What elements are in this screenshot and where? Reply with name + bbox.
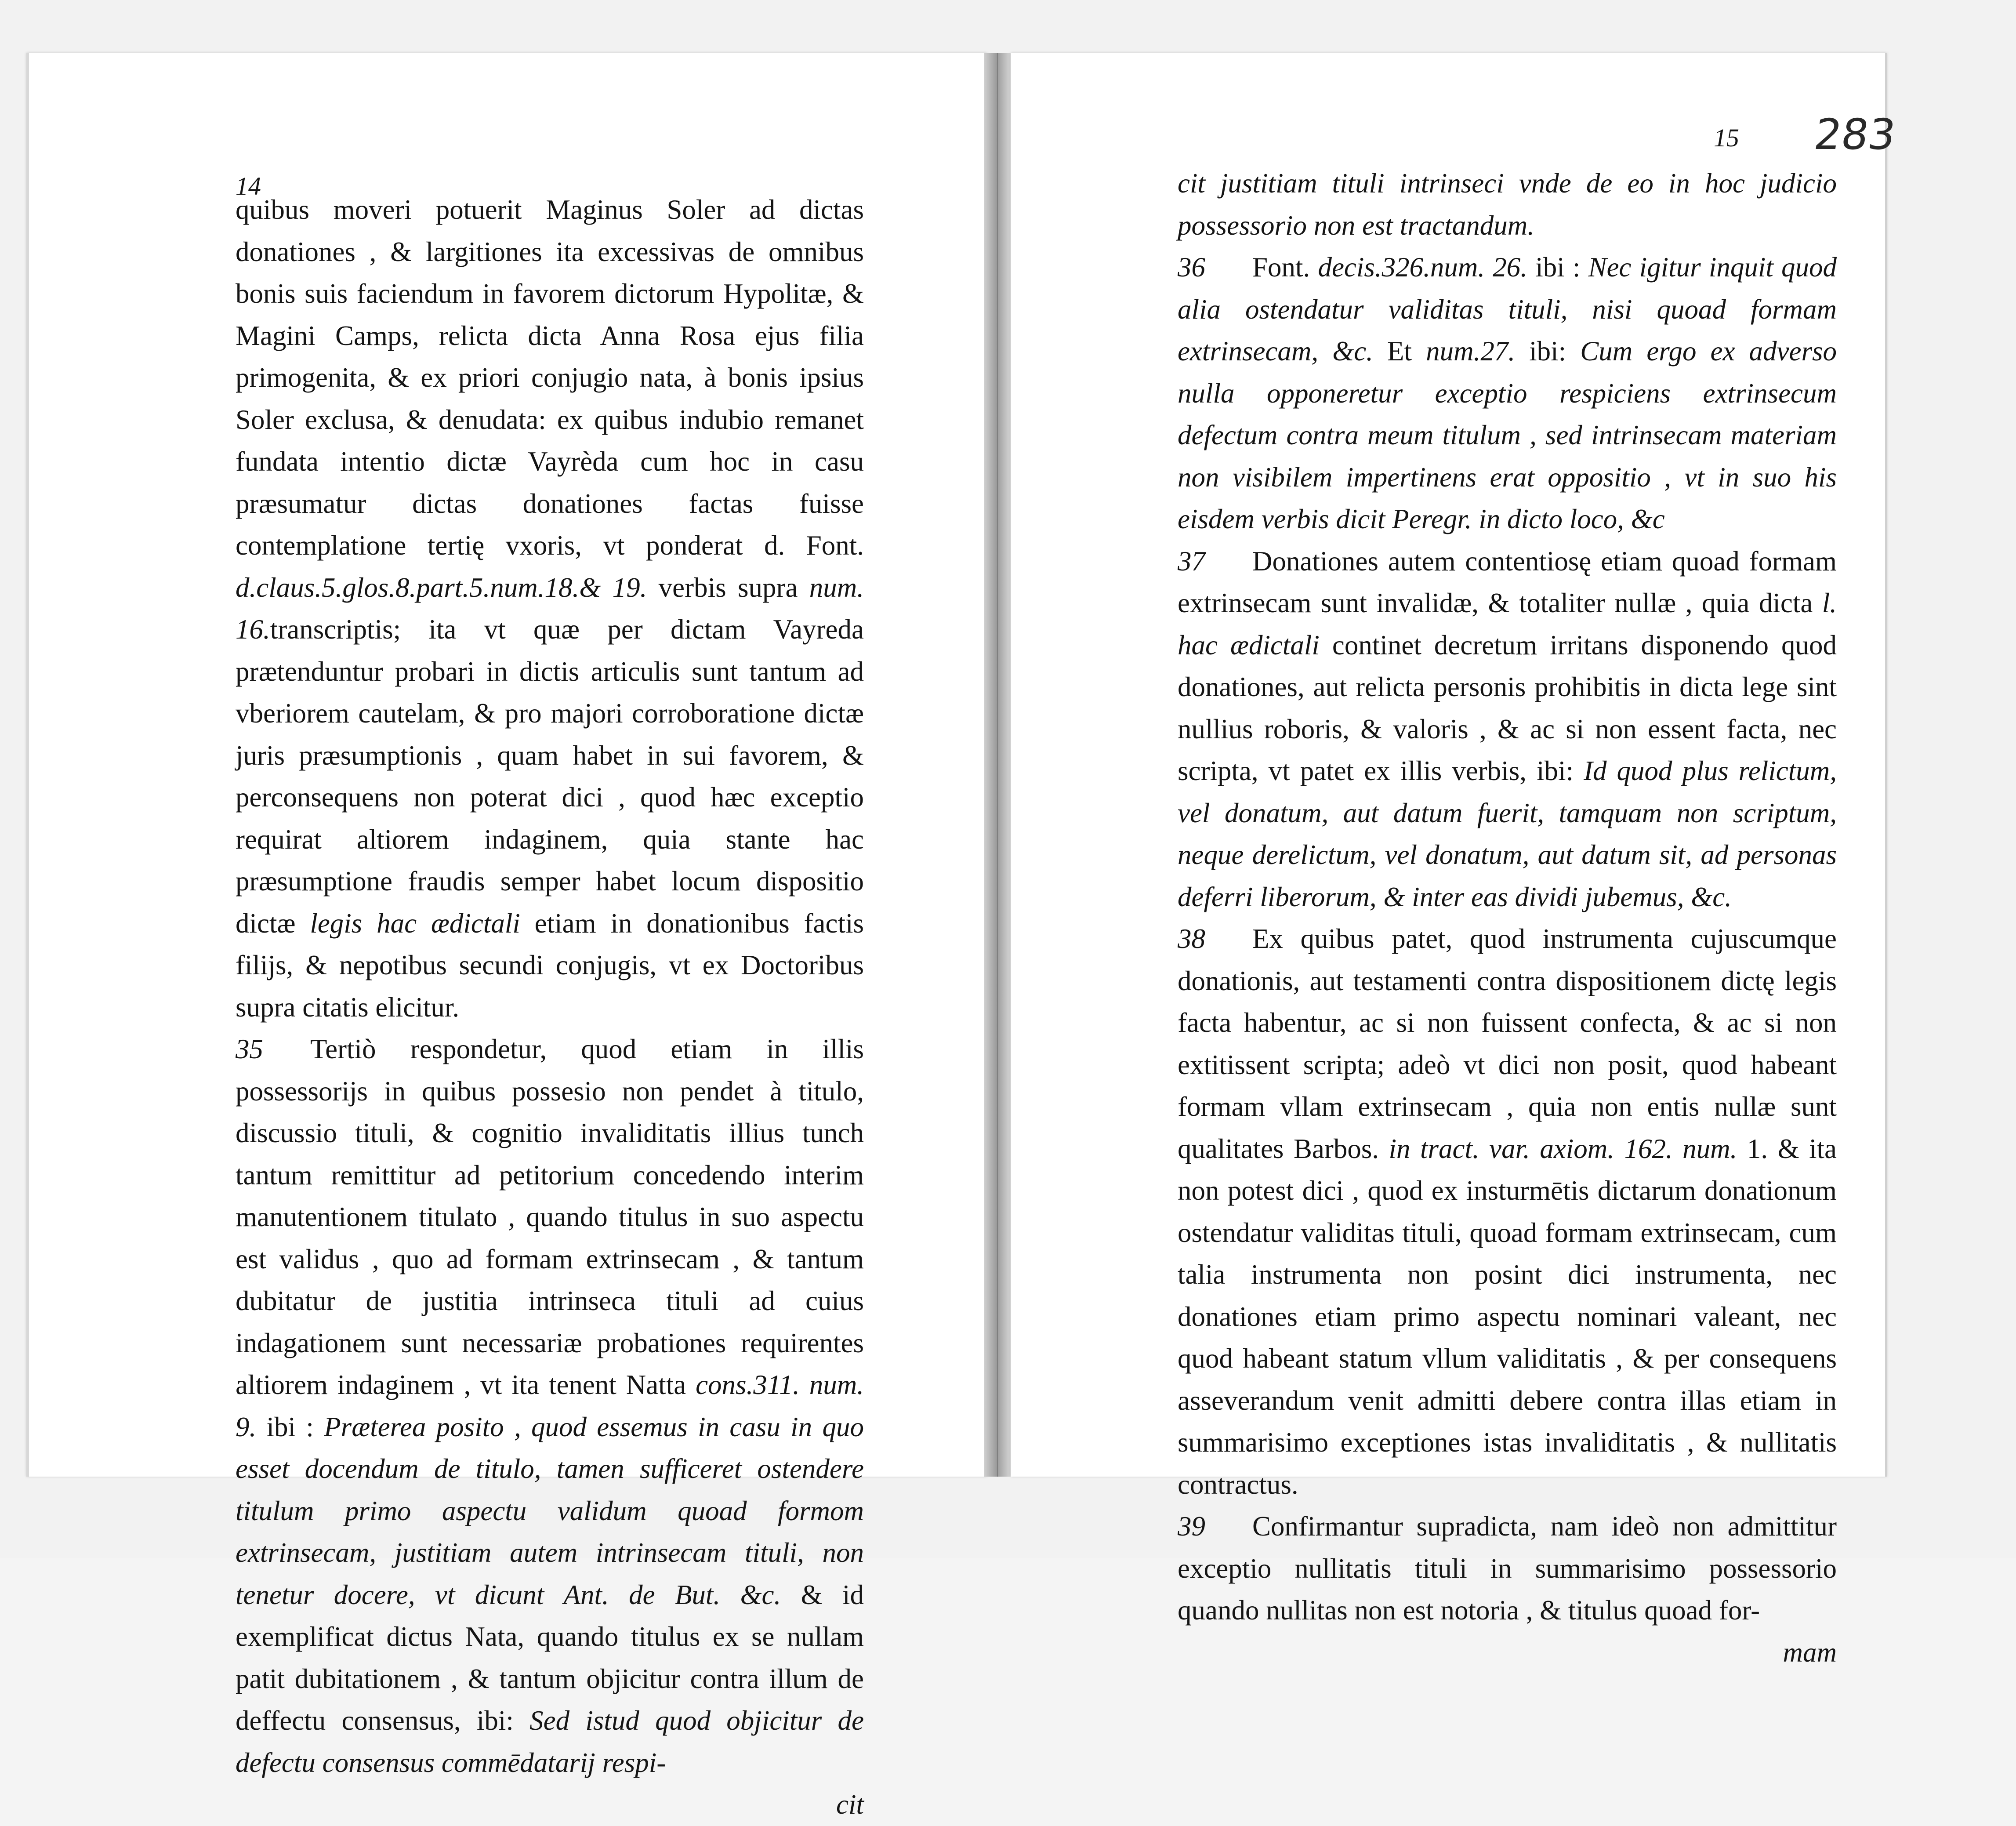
left-catchword: cit	[836, 1789, 864, 1820]
body-text-segment: ibi :	[1527, 252, 1588, 283]
body-text-segment: transcriptis; ita vt quæ per dictam Vayreda prætenduntur probari in dictis articulis sunt tantum ad vberiorem cautelam, & pro majori corroboratione dictæ juris præsumptionis , quam habet in sui favorem, & perconsequens non poterat dici , quod hæc exceptio requirat altiorem indaginem, quia stante hac præsumptione fraudis semper habet locum dispositio dictæ	[236, 614, 864, 939]
italic-citation-segment: d.claus.5.glos.8.part.5.num.18.& 19.	[236, 572, 647, 603]
italic-citation-segment: Sed istud quod objicitur de defectu consensus commēdatarij respi-	[236, 1705, 864, 1778]
left-page-number: 14	[236, 172, 261, 200]
body-text-segment: verbis supra	[647, 572, 809, 603]
left-intro-paragraph	[236, 189, 864, 1028]
italic-citation-segment: Cum ergo ex adverso nulla opponeretur exceptio respiciens extrinsecum defectum contra meum titulum , sed intrinsecam materiam non visibilem impertinens erat oppositio , vt in suo his eisdem verbis dicit Peregr. in dicto loco, &c	[1178, 336, 1837, 534]
left-text-column	[236, 189, 864, 1826]
paragraph-37	[1178, 541, 1837, 918]
body-text-segment: ibi :	[256, 1411, 324, 1442]
paragraph-35	[236, 1028, 864, 1784]
handwritten-folio-number: 283	[1811, 110, 1899, 159]
paragraph-39	[1178, 1506, 1837, 1632]
body-text-segment: Confirmantur supradicta, nam ideò non admittitur exceptio nullitatis tituli in summarisimo possessorio quando nullitas non est notoria , & titulus quoad for-	[1178, 1511, 1837, 1626]
right-intro-paragraph	[1178, 163, 1837, 247]
paragraph-37-text	[1178, 546, 1837, 912]
body-text-segment: quibus moveri potuerit Maginus Soler ad dictas donationes , & largitiones ita excessivas de omnibus bonis suis faciendum in favorem dictorum Hypolitæ, & Magini Camps, relicta dicta Anna Rosa ejus filia primogenita, & ex priori conjugio nata, à bonis ipsius Soler exclusa, & denudata: ex quibus indubio remanet fundata intentio dictæ Vayrèda cum hoc in casu præsumatur dictas donationes factas fuisse contemplatione tertię vxoris, vt ponderat d. Font.	[236, 194, 864, 561]
body-text-segment: Et	[1373, 336, 1426, 367]
italic-citation-segment: num. 16.	[236, 572, 864, 645]
body-text-segment: continet decretum irritans disponendo quod donationes, aut relicta personis prohibitis in dicta lege sint nullius roboris, & valoris , & ac si non essent facta, nec scripta, vt patet ex illis verbis, ibi:	[1178, 629, 1837, 786]
italic-citation-segment: l. hac ædictali	[1178, 588, 1837, 661]
italic-citation-segment: cons.311. num. 9.	[236, 1369, 864, 1442]
italic-citation-segment: Præterea posito , quod essemus in casu in quo esset docendum de titulo, tamen sufficeret ostendere titulum primo aspectu validum quoad formom extrinsecam, justitiam autem intrinsecam tituli, non tenetur docere, vt dicunt Ant. de But. &c.	[236, 1411, 864, 1610]
left-page	[26, 53, 987, 1820]
body-text-segment: Ex quibus patet, quod instrumenta cujuscumque donationis, aut testamenti contra dispositionem dictę legis facta habentur, ac si non fuissent confecta, & ac si non extitissent scripta; adeò vt dici non posit, quod habeant formam vllam extrinsecam , quia non entis nullæ sunt qualitates Barbos.	[1178, 923, 1837, 1164]
right-text-column	[1178, 163, 1837, 1674]
body-text-segment: Font.	[1252, 252, 1318, 283]
body-text-segment: Donationes autem contentiosę etiam quoad formam extrinsecam sunt invalidæ, & totaliter nullæ , quia dicta	[1178, 545, 1837, 618]
paragraph-number-37: 37	[1178, 545, 1205, 577]
paragraph-39-text	[1178, 1511, 1837, 1626]
paragraph-35-text	[236, 1034, 864, 1778]
paragraph-number-39: 39	[1178, 1511, 1205, 1542]
body-text-segment: Tertiò respondetur, quod etiam in illis possessorijs in quibus possesio non pendet à titulo, discussio tituli, & cognitio invaliditatis illius tunch tantum remittitur ad petitorium concedendo interim manutentionem titulato , quando titulus in suo aspectu est validus , quo ad formam extrinsecam , & tantum dubitatur de justitia intrinseca tituli ad cuius indagationem sunt necessariæ probationes requirentes altiorem indaginem , vt ita tenent Natta	[236, 1034, 864, 1400]
open-book	[26, 53, 1899, 1820]
body-text-segment: 1. & ita non potest dici , quod ex insturmētis dictarum donationum ostendatur validitas tituli, quoad formam extrinsecam, cum talia instrumenta non posint dici instrumenta, nec donationes etiam primo aspectu nominari valeant, nec quod habeant statum vllum validitatis , & per consequens asseverandum venit admitti debere contra illas etiam in summarisimo exceptiones istas invaliditatis , & nullitatis contractus.	[1178, 1133, 1837, 1500]
paragraph-38-text	[1178, 923, 1837, 1500]
italic-citation-segment: num.27.	[1426, 336, 1516, 367]
paragraph-36-text	[1178, 252, 1837, 534]
paragraph-38	[1178, 918, 1837, 1506]
paragraph-number-38: 38	[1178, 923, 1205, 954]
body-text-segment: etiam in donationibus factis filijs, & nepotibus secundi conjugis, vt ex Doctoribus supra citatis elicitur.	[236, 908, 864, 1023]
body-text-segment: & id exemplificat dictus Nata, quando titulus ex se nullam patit dubitationem , & tantum objicitur contra illum de deffectu consensus, ibi:	[236, 1579, 864, 1736]
italic-citation-segment: decis.326.num. 26.	[1318, 252, 1528, 283]
paragraph-number-36: 36	[1178, 252, 1205, 283]
right-page	[1011, 53, 1899, 1668]
paragraph-number-35: 35	[236, 1034, 263, 1064]
italic-citation-segment: Id quod plus relictum, vel donatum, aut datum fuerit, tamquam non scriptum, neque derelictum, vel donatum, aut datum sit, ad personas deferri liberorum, & inter eas dividi jubemus, &c.	[1178, 755, 1837, 912]
body-text-segment: ibi:	[1515, 336, 1581, 367]
book-gutter	[984, 53, 1011, 1477]
italic-citation-segment: legis hac ædictali	[310, 908, 520, 939]
italic-citation-segment: Nec igitur inquit quod alia ostendatur validitas tituli, nisi quoad formam extrinsecam, &c.	[1178, 252, 1837, 367]
right-page-number: 15	[1714, 123, 1739, 152]
right-catchword: mam	[1783, 1637, 1837, 1668]
italic-citation-segment: cit justitiam tituli intrinseci vnde de eo in hoc judicio possessorio non est tractandum.	[1178, 168, 1837, 241]
paragraph-36	[1178, 247, 1837, 541]
italic-citation-segment: in tract. var. axiom. 162. num.	[1389, 1133, 1737, 1164]
